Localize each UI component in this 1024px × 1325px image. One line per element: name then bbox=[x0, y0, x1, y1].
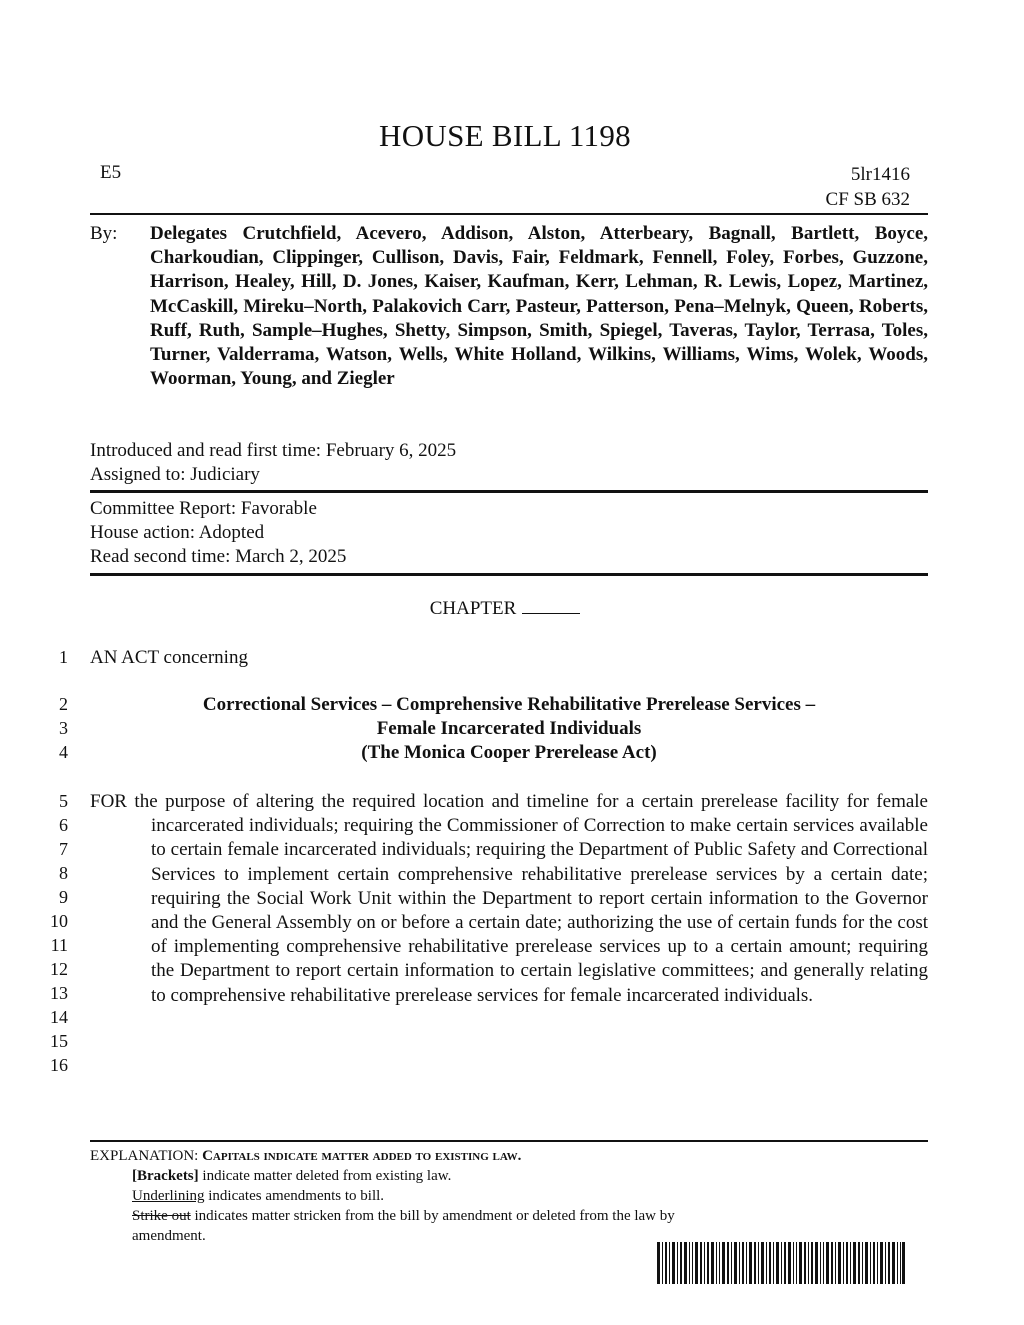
bill-short-title bbox=[90, 693, 928, 765]
bill-title-line-3: (The Monica Cooper Prerelease Act) bbox=[361, 742, 657, 763]
line-number: 3 bbox=[59, 718, 68, 738]
bill-title-line-1: Correctional Services – Comprehensive Rehabilitative Prerelease Services – bbox=[202, 694, 816, 715]
subject-code: E5 bbox=[100, 162, 122, 183]
cross-file-number: CF SB 632 bbox=[825, 189, 910, 210]
line-number: 10 bbox=[50, 911, 68, 931]
action-divider bbox=[90, 573, 928, 576]
strike-desc: indicates matter stricken from the bill by amendment or deleted from the law by bbox=[194, 1208, 675, 1224]
chapter-label: CHAPTER bbox=[429, 598, 517, 619]
line-number: 16 bbox=[50, 1055, 68, 1075]
second-reading-line: Read second time: March 2, 2025 bbox=[90, 546, 347, 567]
strike-note-cont: amendment. bbox=[132, 1228, 206, 1244]
line-number: 1 bbox=[59, 647, 68, 667]
explanation-label: EXPLANATION: bbox=[90, 1148, 199, 1164]
footer-divider bbox=[90, 1140, 928, 1142]
line-number: 4 bbox=[59, 742, 68, 762]
line-number: 15 bbox=[50, 1031, 68, 1051]
explanation-heading bbox=[90, 1146, 928, 1166]
chapter-line bbox=[0, 597, 1010, 620]
barcode-image bbox=[657, 1242, 905, 1284]
line-number: 2 bbox=[59, 694, 68, 714]
purpose-paragraph bbox=[90, 790, 928, 1008]
brackets-note bbox=[132, 1166, 928, 1186]
brackets-word: [Brackets] bbox=[132, 1168, 199, 1184]
assigned-line: Assigned to: Judiciary bbox=[90, 464, 260, 485]
purpose-text: FOR the purpose of altering the required location and timeline for a certain prerelease facility for female incarcerated individuals; requiring the Commissioner of Correction to make certain services available to certain female incarcerated individuals; requiring the Department of Public Safety and Correctional Services to implement certain comprehensive rehabilitative prerelease services by a certain date; requiring the Social Work Unit within the Department to report certain information to the Governor and the General Assembly on or before a certain date; authorizing the use of certain funds for the cost of implementing comprehensive rehabilitative prerelease services up to a certain amount; requiring the Department to report certain information to certain legislative committees; and generally relating to comprehensive rehabilitative prerelease services for female incarcerated individuals. bbox=[90, 791, 928, 1006]
strike-note bbox=[132, 1206, 928, 1226]
bill-codes bbox=[826, 162, 910, 212]
line-number: 14 bbox=[50, 1007, 68, 1027]
house-action-line: House action: Adopted bbox=[90, 522, 265, 543]
sponsors-block bbox=[90, 222, 928, 391]
chapter-blank bbox=[522, 597, 580, 614]
act-intro: AN ACT concerning bbox=[90, 647, 248, 668]
line-number: 6 bbox=[59, 815, 68, 835]
line-number: 8 bbox=[59, 863, 68, 883]
committee-report-line: Committee Report: Favorable bbox=[90, 498, 317, 519]
line-number: 9 bbox=[59, 887, 68, 907]
explanation-block bbox=[90, 1146, 928, 1246]
drafting-number: 5lr1416 bbox=[850, 164, 910, 185]
strike-word: Strike out bbox=[132, 1208, 191, 1224]
underline-desc: indicates amendments to bill. bbox=[208, 1188, 385, 1204]
bill-title-header: HOUSE BILL 1198 bbox=[379, 118, 631, 153]
line-number: 11 bbox=[50, 935, 68, 955]
sponsor-names: Delegates Crutchfield, Acevero, Addison, Alston, Atterbeary, Bagnall, Bartlett, Boyce, Charkoudian, Clippinger, Cullison, Davis, Fair, Feldmark, Fennell, Foley, Forbes, Guzzone, Harrison, Healey, Hill, D. Jones, Kaiser, Kaufman, Kerr, Lehman, R. Lewis, Lopez, Martinez, McCaskill, Mireku–North, Palakovich Carr, Pasteur, Patterson, Pena–Melnyk, Queen, Roberts, Ruff, Ruth, Sample–Hughes, Shetty, Simpson, Smith, Spiegel, Taveras, Taylor, Terrasa, Toles, Turner, Valderrama, Watson, Wells, White Holland, Wilkins, Williams, Wims, Wolek, Woods, Woorman, Young, and Ziegler bbox=[150, 223, 928, 390]
line-number: 13 bbox=[50, 983, 68, 1003]
introduced-line: Introduced and read first time: February 6, 2025 bbox=[90, 440, 457, 461]
by-label: By: bbox=[90, 223, 118, 244]
brackets-desc: indicate matter deleted from existing law. bbox=[202, 1168, 452, 1184]
line-number: 12 bbox=[50, 959, 68, 979]
bill-title-line-2: Female Incarcerated Individuals bbox=[376, 718, 642, 739]
line-number: 7 bbox=[59, 839, 68, 859]
history-divider bbox=[90, 490, 928, 493]
line-number: 5 bbox=[59, 791, 68, 811]
underline-word: Underlining bbox=[132, 1188, 205, 1204]
capitals-note: Capitals indicate matter added to existing law. bbox=[202, 1148, 522, 1164]
header-divider bbox=[90, 213, 928, 215]
underline-note bbox=[132, 1186, 928, 1206]
